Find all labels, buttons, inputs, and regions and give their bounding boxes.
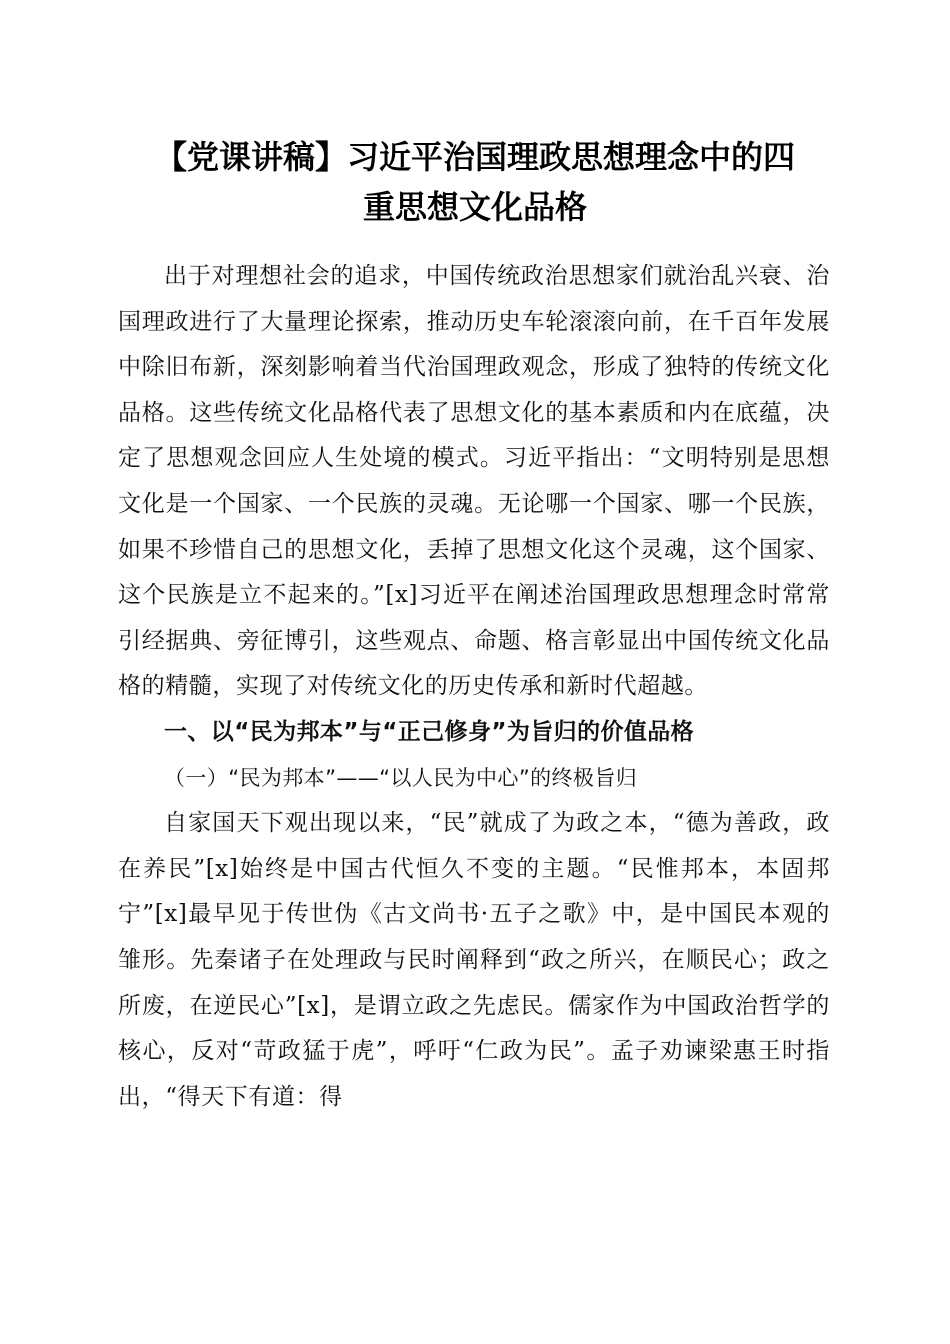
document-title	[100, 132, 850, 232]
body-paragraph-2: 自家国天下观出现以来，“民”就成了为政之本，“德为善政，政在养民”[x]始终是中国古代恒久不变的主题。“民惟邦本，本固邦宁”[x]最早见于传世伪《古文尚书·五子之歌》中，是中国民本观的雏形。先秦诸子在处理政与民时阐释到“政之所兴，在顺民心；政之所废，在逆民心”[x]，是谓立政之先虑民。儒家作为中国政治哲学的核心，反对“苛政猛于虎”，呼吁“仁政为民”。孟子劝谏梁惠王时指出，“得天下有道：得	[118, 810, 830, 1110]
subsection-heading-1: （一）“民为邦本”——“以人民为中心”的终极旨归	[164, 765, 638, 790]
title-line-2: 重思想文化品格	[362, 188, 587, 226]
intro-paragraph: 出于对理想社会的追求，中国传统政治思想家们就治乱兴衰、治国理政进行了大量理论探索，推动历史车轮滚滚向前，在千百年发展中除旧布新，深刻影响着当代治国理政观念，形成了独特的传统文化品格。这些传统文化品格代表了思想文化的基本素质和内在底蕴，决定了思想观念回应人生处境的模式。习近平指出：“文明特别是思想文化是一个国家、一个民族的灵魂。无论哪一个国家、哪一个民族，如果不珍惜自己的思想文化，丢掉了思想文化这个灵魂，这个国家、这个民族是立不起来的。”[x]习近平在阐述治国理政思想理念时常常引经据典、旁征博引，这些观点、命题、格言彰显出中国传统文化品格的精髓，实现了对传统文化的历史传承和新时代超越。	[118, 263, 830, 700]
document-body	[118, 254, 830, 1120]
section-heading-1: 一、以“民为邦本”与“正己修身”为旨归的价值品格	[164, 718, 695, 745]
title-line-1: 【党课讲稿】习近平治国理政思想理念中的四	[154, 138, 795, 176]
